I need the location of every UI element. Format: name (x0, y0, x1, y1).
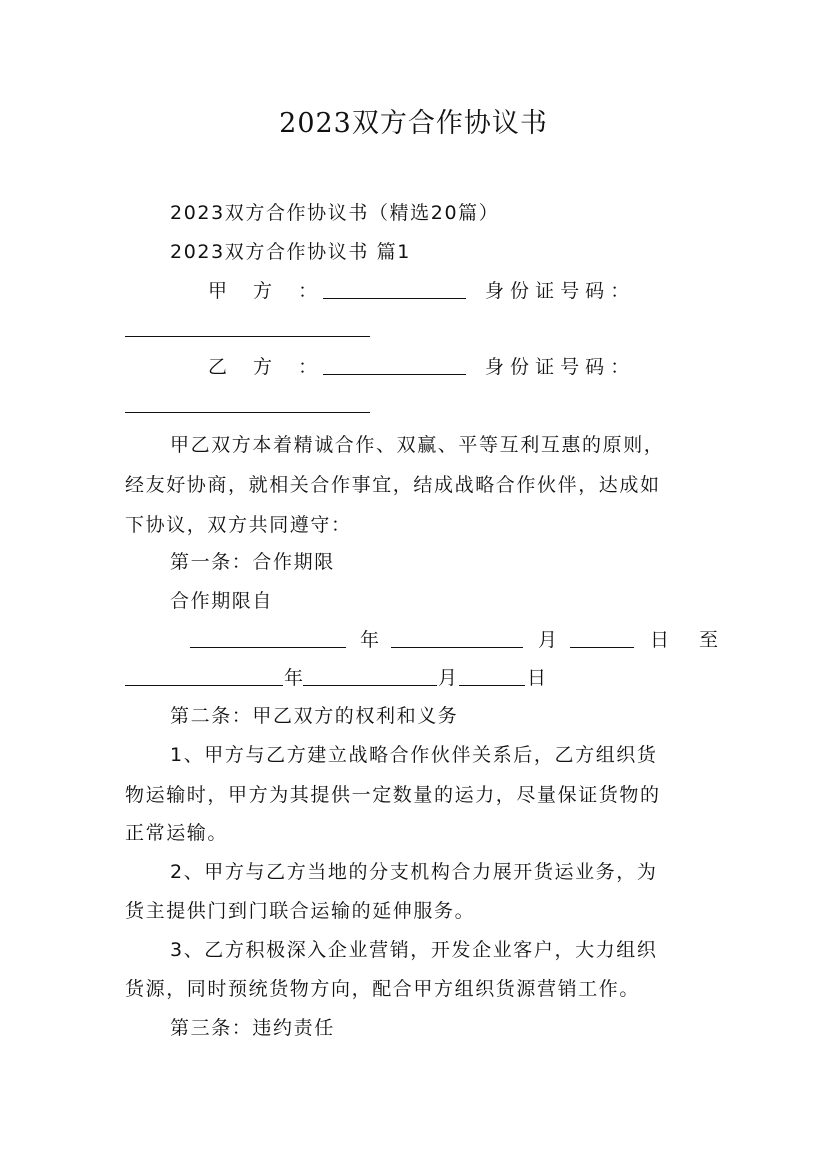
item-2-line-2: 货主提供门到门联合运输的延伸服务。 (125, 900, 476, 922)
article-3-heading: 第三条：违约责任 (170, 1017, 335, 1039)
party-a-blank[interactable] (323, 278, 466, 299)
start-year-blank[interactable] (190, 627, 346, 648)
item-1-line-2: 物运输时，甲方为其提供一定数量的运力，尽量保证货物的 (125, 784, 661, 806)
item-3-line-1: 3、乙方积极深入企业营销，开发企业客户，大力组织 (170, 939, 658, 961)
item-2-line-1: 2、甲方与乙方当地的分支机构合力展开货运业务，为 (170, 861, 658, 883)
end-month-blank[interactable] (303, 665, 437, 686)
item-1-line-1: 1、甲方与乙方建立战略合作伙伴关系后，乙方组织货 (170, 744, 658, 766)
intro-line-1: 甲乙双方本着精诚合作、双赢、平等互利互惠的原则， (170, 434, 665, 456)
intro-line-3: 下协议，双方共同遵守： (125, 514, 352, 536)
item-1-line-3: 正常运输。 (125, 822, 229, 844)
party-a-label: 甲 方 ： (208, 280, 328, 302)
end-day-blank[interactable] (459, 665, 525, 686)
item-3-line-2: 货源，同时预统货物方向，配合甲方组织货源营销工作。 (125, 978, 641, 1000)
party-b-id-label: 身 份 证 号 码 ： (485, 356, 630, 378)
party-a-row (208, 276, 327, 306)
document-title: 2023双方合作协议书 (279, 108, 548, 139)
article-1-heading: 第一条：合作期限 (170, 551, 335, 573)
start-day-blank[interactable] (570, 627, 634, 648)
start-year-label: 年 (360, 629, 380, 651)
end-year-label: 年 (284, 667, 304, 689)
article-1-text: 合作期限自 (170, 590, 274, 612)
party-b-id-blank[interactable] (125, 392, 370, 413)
start-day-to-label: 日 至 (650, 629, 731, 651)
start-month-label: 月 (538, 629, 558, 651)
end-year-blank[interactable] (125, 665, 283, 686)
party-b-label: 乙 方 ： (208, 356, 328, 378)
subtitle: 2023双方合作协议书（精选20篇） (170, 202, 500, 224)
party-b-blank[interactable] (323, 354, 466, 375)
article-2-heading: 第二条：甲乙双方的权利和义务 (170, 705, 459, 727)
party-a-id-label: 身 份 证 号 码 ： (485, 280, 630, 302)
start-month-blank[interactable] (391, 627, 523, 648)
party-a-id-blank[interactable] (125, 316, 370, 337)
end-day-label: 日 (527, 667, 547, 689)
end-month-label: 月 (438, 667, 458, 689)
party-b-row (208, 352, 327, 382)
intro-line-2: 经友好协商，就相关合作事宜，结成战略合作伙伴，达成如 (125, 474, 661, 496)
section-title: 2023双方合作协议书 篇1 (170, 241, 411, 263)
